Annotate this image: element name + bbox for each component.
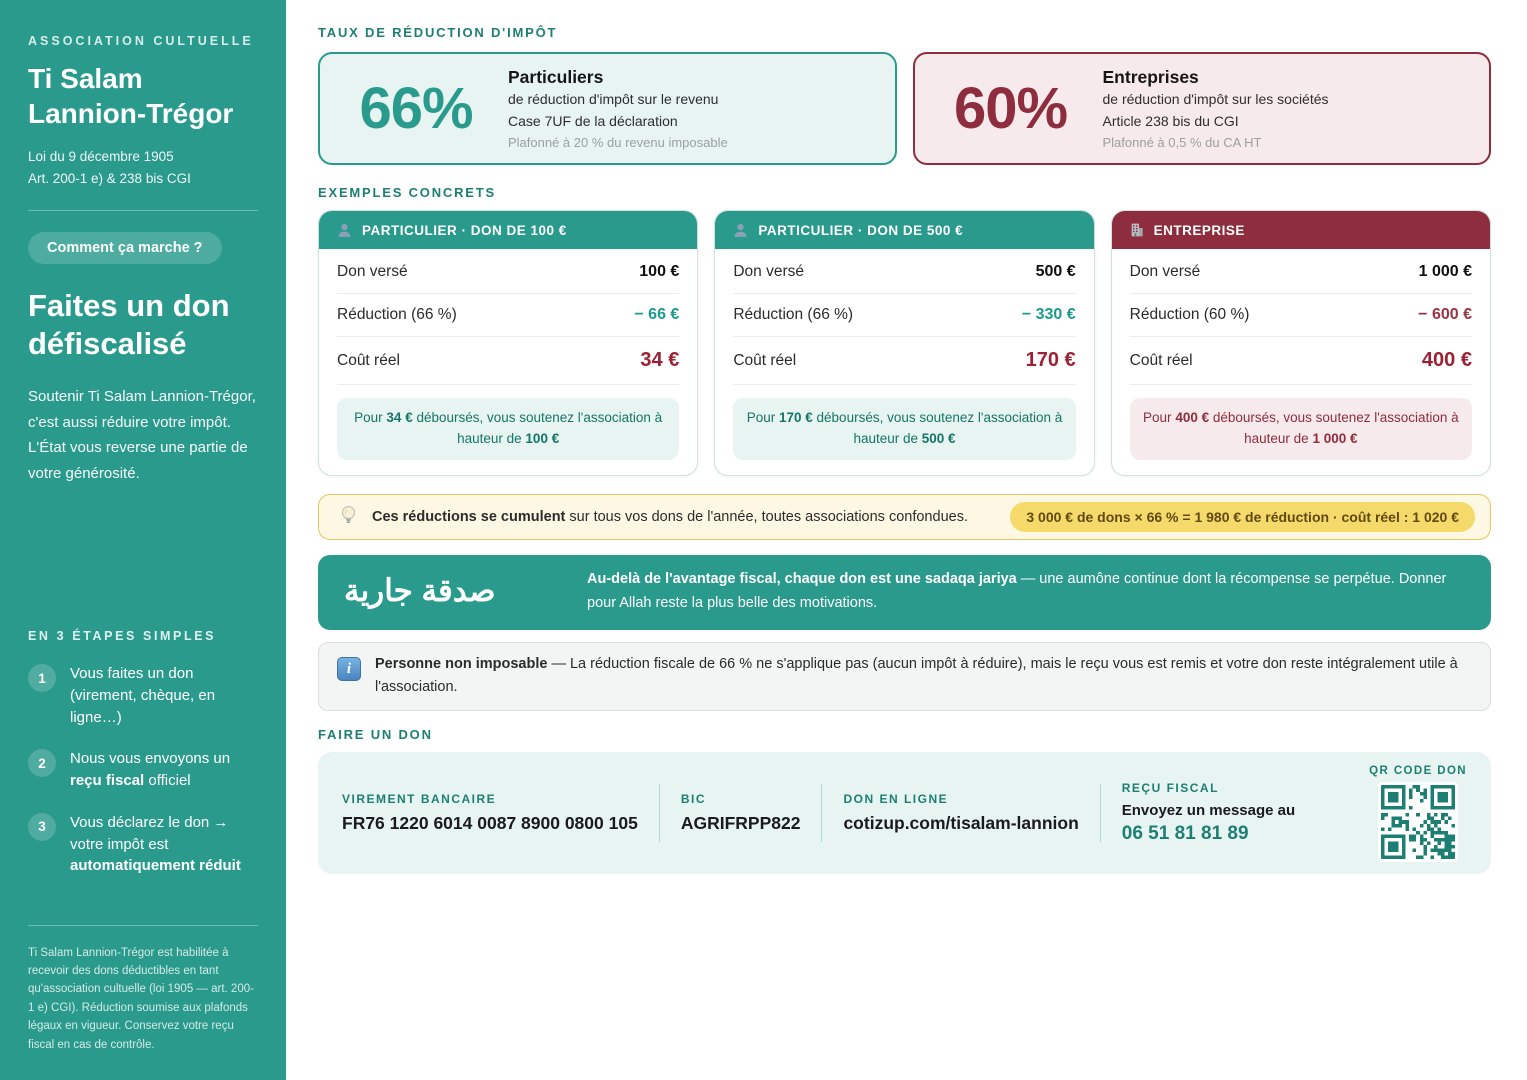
table-row: [733, 337, 1075, 385]
entreprises-line-2: Article 238 bis du CGI: [1102, 112, 1239, 129]
law-reference: [28, 146, 258, 189]
column-divider: [1100, 784, 1101, 842]
table-row: [1130, 294, 1472, 337]
example-card-2-body: [715, 249, 1093, 475]
non-taxable-text: [375, 653, 1472, 698]
example-card-3-note: [1130, 398, 1472, 460]
association-title: Ti Salam Lannion-Trégor: [28, 63, 234, 129]
main-content: [286, 0, 1527, 1080]
example-card-3-title: ENTREPRISE: [1153, 222, 1245, 238]
law-line-2: Art. 200-1 e) & 238 bis CGI: [28, 170, 191, 186]
step-3-text-pre: Vous déclarez le don → votre impôt est: [70, 813, 229, 853]
arabic-calligraphy: صدقة جارية: [344, 573, 496, 609]
person-icon: [336, 222, 353, 239]
column-divider: [659, 784, 660, 842]
row-label-don-verse: Don versé: [733, 263, 804, 280]
rates-section-heading: TAUX DE RÉDUCTION D'IMPÔT: [318, 25, 558, 40]
how-it-works-pill[interactable]: Comment ça marche ?: [28, 232, 222, 264]
note-mid: déboursés, vous soutenez l'association à hauteur de: [412, 410, 663, 446]
row-value-reduction: − 330 €: [1021, 306, 1076, 323]
row-label-don-verse: Don versé: [337, 263, 408, 280]
example-card-1-body: [319, 249, 697, 475]
table-row: [337, 294, 679, 337]
row-value-cout-reel: 34 €: [640, 349, 680, 371]
table-row: [337, 251, 679, 294]
cumul-tip-bold: Ces réductions se cumulent: [372, 508, 566, 525]
online-donation-url[interactable]: cotizup.com/tisalam-lannion: [843, 813, 1079, 834]
row-value-reduction: − 600 €: [1418, 306, 1472, 323]
rate-card-entreprises: [913, 52, 1492, 165]
online-donation-label: DON EN LIGNE: [843, 792, 949, 807]
qr-code-label: QR CODE DON: [1369, 764, 1467, 777]
bank-transfer-label: VIREMENT BANCAIRE: [342, 792, 497, 807]
qr-code-block: [1369, 765, 1467, 862]
step-2: [28, 748, 258, 792]
note-total: 100 €: [525, 430, 560, 446]
example-card-2-title: PARTICULIER · DON DE 500 €: [758, 222, 964, 238]
bic-value: AGRIFRPP822: [680, 813, 801, 834]
example-card-particulier-100: [318, 210, 698, 476]
non-taxable-rest: — La réduction fiscale de 66 % ne s'applique pas (aucun impôt à réduire), mais le reçu vous est remis et votre don reste intégralement utile à l'association.: [375, 656, 1458, 695]
example-card-3-header: [1112, 211, 1490, 249]
row-label-cout-reel: Coût réel: [733, 351, 797, 369]
note-pre: Pour: [354, 410, 387, 425]
rate-cards-row: [318, 52, 1491, 165]
row-label-reduction: Réduction (66 %): [733, 306, 854, 323]
tax-receipt-instruction: Envoyez un message au: [1121, 802, 1296, 820]
example-cards-row: [318, 210, 1491, 476]
donate-section-heading: FAIRE UN DON: [318, 727, 433, 743]
note-amount: 34 €: [386, 410, 413, 425]
example-card-1-title: PARTICULIER · DON DE 100 €: [362, 222, 567, 238]
row-label-don-verse: Don versé: [1129, 263, 1201, 280]
bic-label: BIC: [680, 792, 706, 807]
row-value-don-verse: 100 €: [639, 263, 680, 280]
note-mid: déboursés, vous soutenez l'association à hauteur de: [1209, 410, 1459, 446]
step-1-number: 1: [28, 664, 56, 692]
sidebar: [0, 0, 286, 1080]
row-value-don-verse: 1 000 €: [1418, 263, 1472, 280]
lightbulb-icon: [339, 504, 358, 529]
row-value-cout-reel: 400 €: [1421, 349, 1472, 371]
note-amount: 170 €: [778, 410, 813, 425]
table-row: [1130, 251, 1472, 294]
step-2-number: 2: [28, 749, 56, 777]
bic-column: [681, 792, 801, 834]
sadaqa-banner: [318, 555, 1491, 630]
row-label-cout-reel: Coût réel: [337, 351, 400, 369]
step-3-text-bold: automatiquement réduit: [70, 857, 241, 875]
particuliers-cap: Plafonné à 20 % du revenu imposable: [508, 135, 728, 151]
law-line-1: Loi du 9 décembre 1905: [28, 149, 174, 164]
table-row: [733, 251, 1075, 294]
note-pre: Pour: [1143, 410, 1176, 425]
non-taxable-bold: Personne non imposable: [375, 656, 548, 673]
association-kicker: ASSOCIATION CULTUELLE: [28, 34, 254, 48]
cumul-tip-box: [318, 494, 1491, 540]
step-3-number: 3: [28, 813, 56, 841]
rate-card-particuliers: [318, 52, 897, 165]
row-value-cout-reel: 170 €: [1025, 349, 1076, 371]
online-donation-column: [843, 792, 1078, 834]
particuliers-line-1: de réduction d'impôt sur le revenu: [508, 90, 719, 107]
row-label-reduction: Réduction (66 %): [337, 306, 457, 323]
bank-transfer-column: [342, 792, 638, 834]
legal-footnote: Ti Salam Lannion-Trégor est habilitée à recevoir des dons déductibles en tant qu'association cultuelle (loi 1905 — art. 200-1 e) CGI). Réduction soumise aux plafonds légaux en vigueur. Conservez votre reçu fiscal en cas de contrôle.: [28, 946, 254, 1051]
qr-code: [1378, 782, 1458, 862]
particuliers-percent: 66%: [359, 75, 473, 141]
info-icon: i: [337, 657, 361, 681]
sidebar-divider: [28, 210, 258, 211]
particuliers-line-2: Case 7UF de la déclaration: [508, 112, 678, 129]
non-taxable-infobox: [318, 642, 1491, 711]
person-icon: [732, 222, 749, 239]
entreprises-cap: Plafonné à 0,5 % du CA HT: [1102, 135, 1262, 151]
iban-value: FR76 1220 6014 0087 8900 0800 105: [342, 813, 638, 834]
sidebar-intro: Soutenir Ti Salam Lannion-Trégor, c'est aussi réduire votre impôt. L'État vous reverse une partie de votre générosité.: [28, 387, 256, 483]
table-row: [337, 337, 679, 385]
sidebar-headline: Faites un don défiscalisé: [28, 288, 230, 361]
building-icon: [1129, 222, 1145, 238]
cumul-tip-text: [372, 509, 996, 525]
table-row: [733, 294, 1075, 337]
step-3: [28, 812, 258, 877]
steps-title: EN 3 ÉTAPES SIMPLES: [28, 629, 217, 643]
example-card-1-header: [319, 211, 697, 249]
example-card-entreprise: [1111, 210, 1491, 476]
sadaqa-banner-bold: Au-delà de l'avantage fiscal, chaque don est une sadaqa jariya: [587, 570, 1017, 587]
entreprises-info: [1103, 67, 1329, 151]
column-divider: [821, 784, 822, 842]
row-label-cout-reel: Coût réel: [1129, 351, 1193, 369]
entreprises-percent: 60%: [953, 75, 1068, 141]
cumul-example-pill: 3 000 € de dons × 66 % = 1 980 € de réduction · coût réel : 1 020 €: [1010, 502, 1475, 532]
particuliers-title: Particuliers: [508, 66, 604, 87]
examples-section-heading: EXEMPLES CONCRETS: [318, 185, 496, 200]
sadaqa-banner-rest: — une aumône continue dont la récompense se perpétue. Donner pour Allah reste la plus belle des motivations.: [587, 570, 1447, 612]
row-label-reduction: Réduction (60 %): [1129, 306, 1250, 323]
step-2-text: [70, 748, 258, 792]
row-value-don-verse: 500 €: [1035, 263, 1076, 280]
entreprises-line-1: de réduction d'impôt sur les sociétés: [1102, 90, 1329, 107]
note-mid: déboursés, vous soutenez l'association à hauteur de: [812, 410, 1063, 446]
example-card-1-note: [337, 398, 679, 460]
donation-details-box: [318, 752, 1491, 874]
sadaqa-banner-text: [587, 567, 1465, 616]
step-2-text-pre: Nous vous envoyons un: [70, 750, 231, 768]
steps-section: [28, 629, 258, 877]
tax-receipt-label: REÇU FISCAL: [1121, 781, 1219, 796]
particuliers-info: [508, 67, 728, 151]
example-card-2-note: [733, 398, 1075, 460]
step-1-text-pre: Vous faites un don (virement, chèque, en ligne…): [70, 665, 216, 726]
example-card-2-header: [715, 211, 1093, 249]
sidebar-footer-divider: [28, 925, 258, 926]
example-card-3-body: [1112, 249, 1490, 475]
entreprises-title: Entreprises: [1102, 66, 1199, 87]
row-value-reduction: − 66 €: [634, 306, 680, 323]
note-pre: Pour: [746, 410, 779, 425]
note-total: 500 €: [921, 430, 956, 446]
tax-receipt-column: [1122, 781, 1295, 845]
note-total: 1 000 €: [1312, 430, 1358, 446]
cumul-tip-rest: sur tous vos dons de l'année, toutes associations confondues.: [565, 508, 968, 525]
step-1: [28, 663, 258, 728]
step-2-text-bold: reçu fiscal: [70, 772, 145, 789]
step-1-text: [70, 663, 258, 728]
note-amount: 400 €: [1175, 410, 1210, 425]
sidebar-footer: [28, 904, 258, 1054]
table-row: [1130, 337, 1472, 385]
step-2-text-post: officiel: [144, 772, 191, 789]
step-3-text: [70, 812, 258, 877]
phone-number[interactable]: 06 51 81 81 89: [1121, 823, 1249, 845]
example-card-particulier-500: [714, 210, 1094, 476]
